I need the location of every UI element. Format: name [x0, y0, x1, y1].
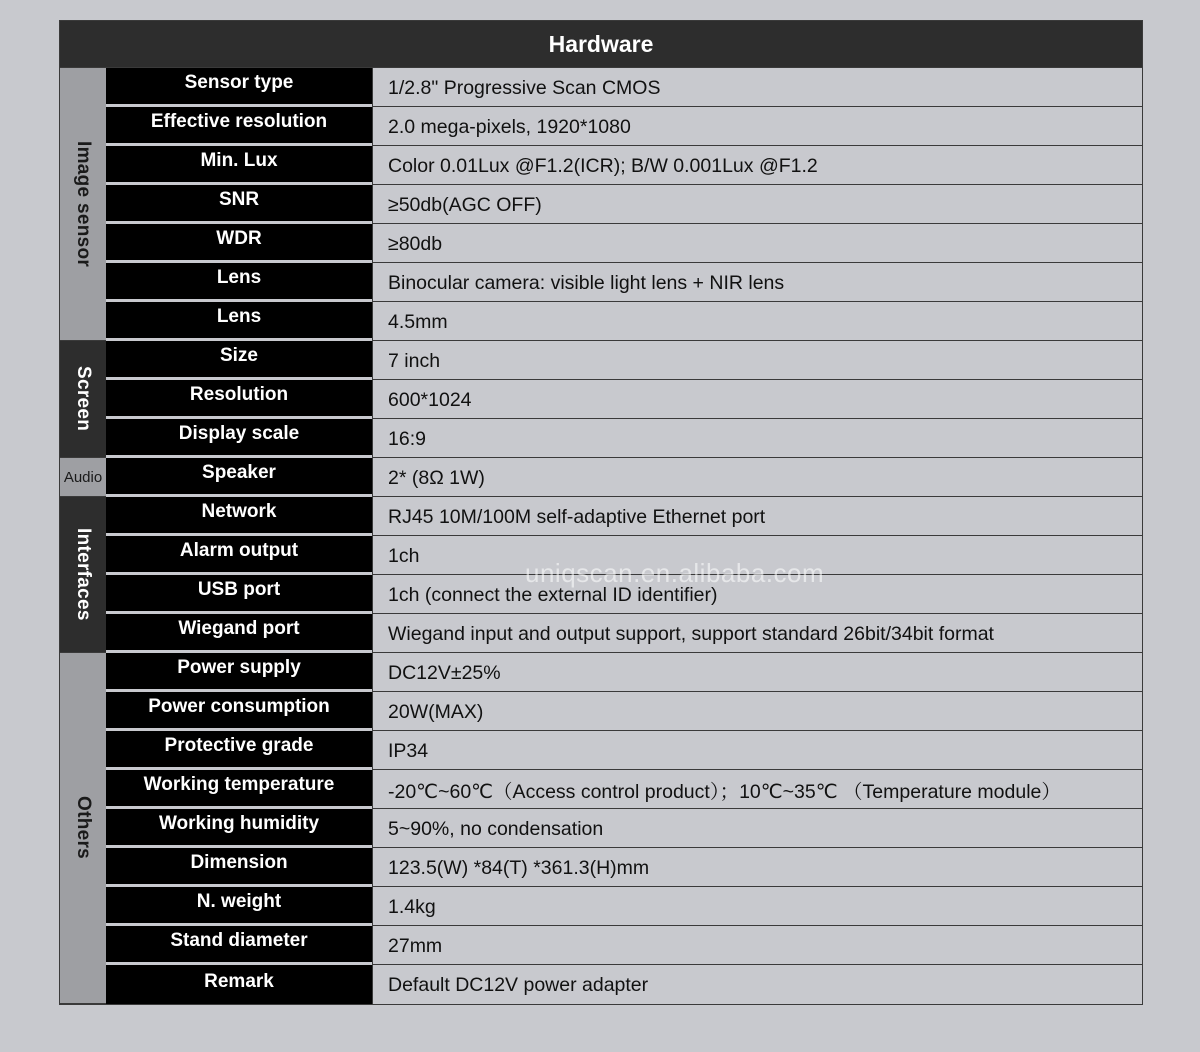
spec-label: Alarm output — [106, 536, 372, 575]
table-row — [106, 146, 1142, 185]
table-row — [106, 575, 1142, 614]
spec-value: DC12V±25% — [372, 653, 1142, 692]
table-title: Hardware — [60, 21, 1142, 68]
table-row — [106, 614, 1142, 653]
group-interfaces — [60, 497, 106, 653]
spec-label: Lens — [106, 263, 372, 302]
table-row — [106, 848, 1142, 887]
table-row — [106, 536, 1142, 575]
spec-label: Effective resolution — [106, 107, 372, 146]
spec-label: Size — [106, 341, 372, 380]
spec-label: Working humidity — [106, 809, 372, 848]
spec-label: Wiegand port — [106, 614, 372, 653]
spec-label: Stand diameter — [106, 926, 372, 965]
spec-value: 5~90%, no condensation — [372, 809, 1142, 848]
table-row — [106, 341, 1142, 380]
spec-label: Display scale — [106, 419, 372, 458]
spec-value: 1/2.8" Progressive Scan CMOS — [372, 68, 1142, 107]
spec-value: 1ch — [372, 536, 1142, 575]
spec-label: Power consumption — [106, 692, 372, 731]
group-audio — [60, 458, 106, 497]
table-row — [106, 770, 1142, 809]
table-row — [106, 302, 1142, 341]
table-row — [106, 731, 1142, 770]
spec-value: 1ch (connect the external ID identifier) — [372, 575, 1142, 614]
spec-value: 2.0 mega-pixels, 1920*1080 — [372, 107, 1142, 146]
group-image-sensor — [60, 68, 106, 341]
watermark: uniqscan.en.alibaba.com — [525, 558, 825, 588]
table-row — [106, 926, 1142, 965]
spec-label: Working temperature — [106, 770, 372, 809]
spec-value: Default DC12V power adapter — [372, 965, 1142, 1004]
spec-label: N. weight — [106, 887, 372, 926]
spec-label: WDR — [106, 224, 372, 263]
table-row — [106, 653, 1142, 692]
table-row — [106, 224, 1142, 263]
spec-value: Color 0.01Lux @F1.2(ICR); B/W 0.001Lux @F1.2 — [372, 146, 1142, 185]
spec-label: Min. Lux — [106, 146, 372, 185]
group-label: Interfaces — [73, 528, 94, 621]
spec-label: Network — [106, 497, 372, 536]
table-row — [106, 809, 1142, 848]
spec-value: 20W(MAX) — [372, 692, 1142, 731]
table-row — [106, 887, 1142, 926]
hardware-spec-table — [59, 20, 1143, 1005]
spec-label: Protective grade — [106, 731, 372, 770]
table-row — [106, 68, 1142, 107]
table-row — [106, 107, 1142, 146]
group-label: Screen — [73, 366, 94, 432]
table-row — [106, 497, 1142, 536]
spec-label: Speaker — [106, 458, 372, 497]
table-row — [106, 380, 1142, 419]
group-label: Image sensor — [73, 140, 94, 268]
spec-label: Lens — [106, 302, 372, 341]
table-row — [106, 692, 1142, 731]
table-body — [60, 68, 1142, 1004]
table-row — [106, 458, 1142, 497]
table-row — [106, 419, 1142, 458]
spec-value: 123.5(W) *84(T) *361.3(H)mm — [372, 848, 1142, 887]
spec-rows — [106, 68, 1142, 1004]
spec-value: Wiegand input and output support, support standard 26bit/34bit format — [372, 614, 1142, 653]
spec-value: 600*1024 — [372, 380, 1142, 419]
group-label: Audio — [63, 468, 103, 486]
spec-value: Binocular camera: visible light lens + NIR lens — [372, 263, 1142, 302]
spec-value: 2* (8Ω 1W) — [372, 458, 1142, 497]
spec-label: Power supply — [106, 653, 372, 692]
spec-label: Resolution — [106, 380, 372, 419]
spec-value: 4.5mm — [372, 302, 1142, 341]
spec-label: USB port — [106, 575, 372, 614]
group-column — [60, 68, 106, 1004]
spec-value: -20℃~60℃（Access control product）；10℃~35℃ （Temperature module） — [372, 770, 1142, 809]
spec-value: ≥80db — [372, 224, 1142, 263]
table-row — [106, 263, 1142, 302]
spec-label: Remark — [106, 965, 372, 1004]
spec-value: 1.4kg — [372, 887, 1142, 926]
spec-label: Dimension — [106, 848, 372, 887]
spec-value: RJ45 10M/100M self-adaptive Ethernet port — [372, 497, 1142, 536]
spec-value: ≥50db(AGC OFF) — [372, 185, 1142, 224]
group-screen — [60, 341, 106, 458]
spec-value: IP34 — [372, 731, 1142, 770]
group-others — [60, 653, 106, 1004]
spec-value: 27mm — [372, 926, 1142, 965]
spec-label: SNR — [106, 185, 372, 224]
spec-value: 16:9 — [372, 419, 1142, 458]
table-row — [106, 965, 1142, 1004]
group-label: Others — [73, 796, 94, 860]
spec-value: 7 inch — [372, 341, 1142, 380]
table-row — [106, 185, 1142, 224]
spec-label: Sensor type — [106, 68, 372, 107]
